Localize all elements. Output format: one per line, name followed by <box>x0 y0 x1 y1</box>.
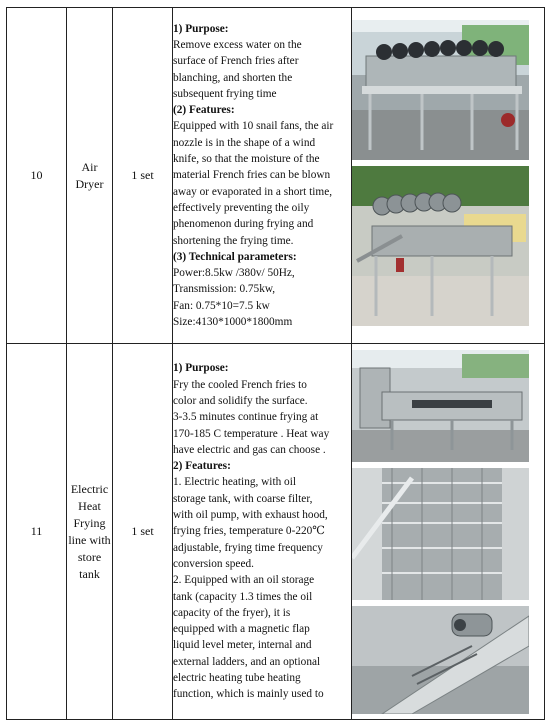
item-number <box>7 344 67 720</box>
description-text: Power:8.5kw /380v/ 50Hz, <box>173 267 295 280</box>
description-text: 2. Equipped with an oil storage <box>173 574 315 587</box>
air-dryer-fans-photo <box>352 166 529 326</box>
description-text: external ladders, and an optional <box>173 655 321 668</box>
item-name-line: tank <box>79 566 100 581</box>
description-text: Size:4130*1000*1800mm <box>173 316 293 329</box>
item-description <box>173 344 352 720</box>
description-text: conversion speed. <box>173 557 254 570</box>
item-quantity-text: 1 set <box>131 524 154 538</box>
description-text: knife, so that the moisture of the <box>173 153 320 166</box>
item-name-line: Frying <box>73 515 106 530</box>
section-heading: 2) Features: <box>173 460 231 473</box>
section-heading: 1) Purpose: <box>173 362 229 375</box>
table-row <box>7 344 545 720</box>
description-text: tank (capacity 1.3 times the oil <box>173 590 313 603</box>
item-number <box>7 8 67 344</box>
description-lines <box>173 360 351 702</box>
description-text: Fry the cooled French fries to <box>173 378 307 391</box>
item-name-line: Electric <box>70 481 109 496</box>
table-row <box>7 8 545 344</box>
description-text: electric heating tube heating <box>173 672 301 685</box>
description-text: 170-185 C temperature . Heat way <box>173 427 330 440</box>
description-text: 1. Electric heating, with oil <box>173 476 296 489</box>
description-text: frying fries, temperature 0-220℃ <box>173 525 325 538</box>
description-text: Transmission: 0.75kw, <box>173 283 276 296</box>
description-text: with oil pump, with exhaust hood, <box>173 509 328 522</box>
fryer-mesh-belt-photo <box>352 468 529 600</box>
description-text: adjustable, frying time frequency <box>173 541 323 554</box>
description-text: capacity of the fryer), it is <box>173 606 291 619</box>
item-quantity <box>113 8 173 344</box>
description-text: function, which is mainly used to <box>173 688 324 701</box>
description-text: material French fries can be blown <box>173 169 331 182</box>
description-text: Remove excess water on the <box>173 38 302 51</box>
description-text: Fan: 0.75*10=7.5 kw <box>173 299 270 312</box>
description-text: effectively preventing the oily <box>173 201 310 214</box>
item-name <box>67 344 113 720</box>
item-name-line: Air <box>81 159 98 174</box>
item-name-line: Dryer <box>75 176 104 191</box>
description-lines <box>173 21 351 331</box>
item-number-text: 10 <box>30 168 43 182</box>
item-photos <box>352 8 545 344</box>
description-text: subsequent frying time <box>173 87 277 100</box>
section-heading: (2) Features: <box>173 104 235 117</box>
item-quantity <box>113 344 173 720</box>
item-name-line: store <box>77 549 102 564</box>
description-text: have electric and gas can choose . <box>173 443 326 456</box>
description-text: away or evaporated in a short time, <box>173 185 333 198</box>
description-text: Equipped with 10 snail fans, the air <box>173 120 334 133</box>
item-description <box>173 8 352 344</box>
item-name-line: Heat <box>78 498 101 513</box>
description-text: color and solidify the surface. <box>173 394 308 407</box>
item-number-text: 11 <box>30 524 43 538</box>
equipment-spec-table <box>6 7 545 720</box>
description-text: nozzle is in the shape of a wind <box>173 136 316 149</box>
description-text: equipped with a magnetic flap <box>173 623 310 636</box>
item-name <box>67 8 113 344</box>
item-quantity-text: 1 set <box>131 168 154 182</box>
fryer-line-photo <box>352 350 529 462</box>
description-text: shortening the frying time. <box>173 234 294 247</box>
description-text: 3-3.5 minutes continue frying at <box>173 411 319 424</box>
section-heading: 1) Purpose: <box>173 22 229 35</box>
description-text: liquid level meter, internal and <box>173 639 312 652</box>
item-name-line: line with <box>68 532 111 547</box>
description-text: blanching, and shorten the <box>173 71 293 84</box>
description-text: surface of French fries after <box>173 55 299 68</box>
item-photos <box>352 344 545 720</box>
description-text: storage tank, with coarse filter, <box>173 492 313 505</box>
description-text: phenomenon during frying and <box>173 218 314 231</box>
fryer-motor-photo <box>352 606 529 714</box>
air-dryer-machine-photo <box>352 20 529 160</box>
section-heading: (3) Technical parameters: <box>173 250 297 263</box>
